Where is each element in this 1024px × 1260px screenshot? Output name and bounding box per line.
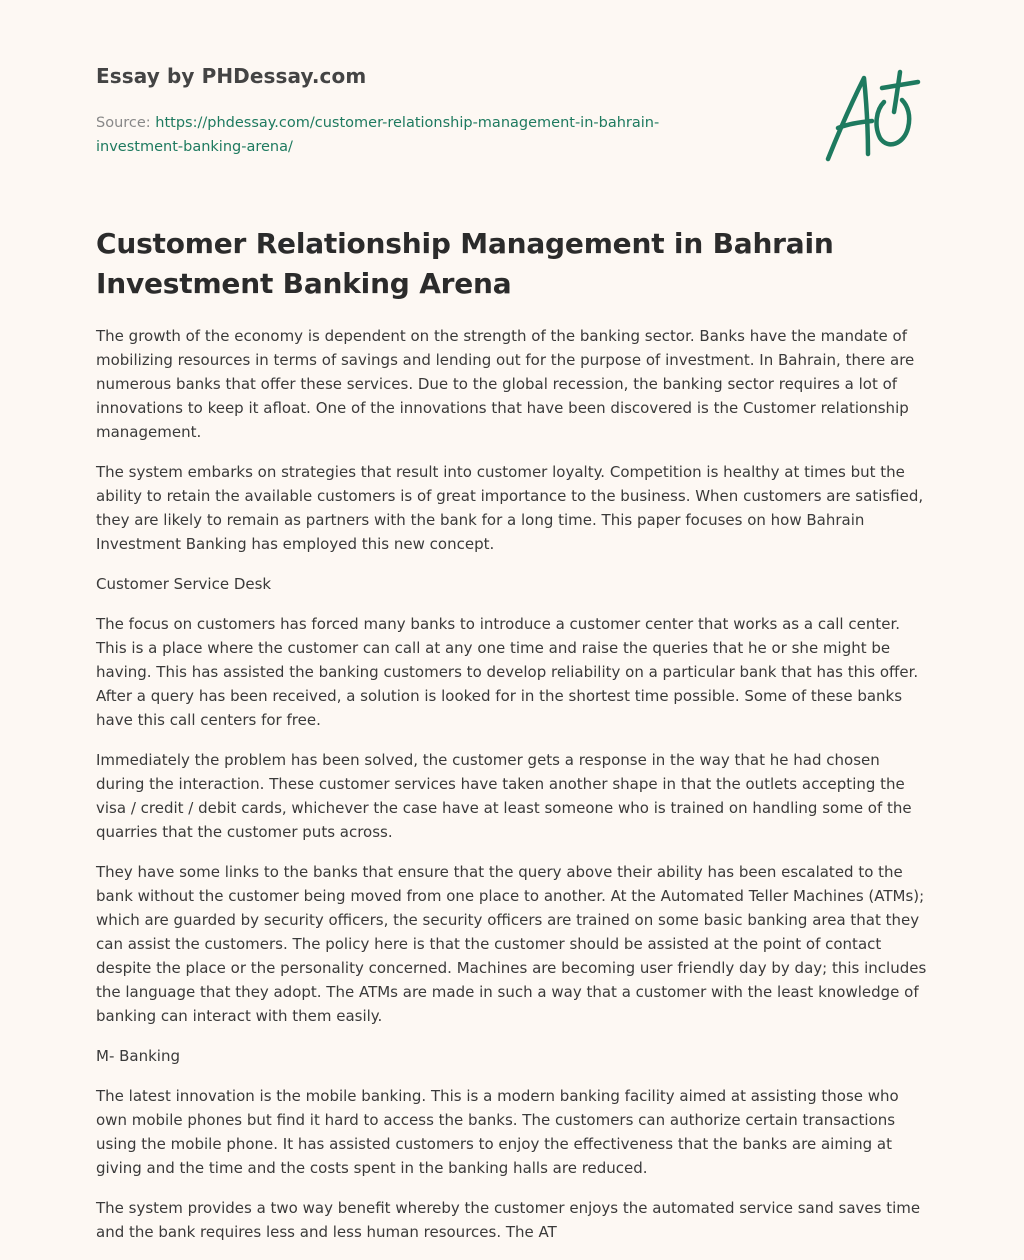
paragraph: The system embarks on strategies that result into customer loyalty. Competition is healthy at times but the ability to retain the available customers is of great importance to the business. When customers are satisfied, they are likely to remain as partners with the bank for a long time. This paper focuses on how Bahrain Investment Banking has employed this new concept. xyxy=(96,463,924,553)
source-label: Source: xyxy=(96,115,156,131)
page-header xyxy=(96,0,932,200)
paragraph: The growth of the economy is dependent on the strength of the banking sector. Banks have the mandate of mobilizing resources in terms of savings and lending out for the purpose of investment. In Bahrain, there are numerous banks that offer these services. Due to the global recession, the banking sector requires a lot of innovations to keep it afloat. One of the innovations that have been discovered is the Customer relationship management. xyxy=(96,327,915,441)
paragraph: They have some links to the banks that ensure that the query above their ability has been escalated to the bank without the customer being moved from one place to another. At the Automated Teller Machines (ATMs); which are guarded by security officers, the security officers are trained on some basic banking area that they can assist the customers. The policy here is that the customer should be assisted at the point of contact despite the place or the personality concerned. Machines are becoming user friendly day by day; this includes the language that they adopt. The ATMs are made in such a way that a customer with the least knowledge of banking can interact with them easily. xyxy=(96,863,927,1025)
site-brand: Essay by PHDessay.com xyxy=(96,64,367,88)
source-line xyxy=(96,111,716,159)
essay-title: Customer Relationship Management in Bahrain Investment Banking Arena xyxy=(96,227,834,300)
paragraph: Immediately the problem has been solved, the customer gets a response in the way that he had chosen during the interaction. These customer services have taken another shape in that the outlets accepting the visa / credit / debit cards, whichever the case have at least someone who is trained on handling some of the quarries that the customer puts across. xyxy=(96,751,912,841)
paragraph: The focus on customers has forced many banks to introduce a customer center that works as a call center. This is a place where the customer can call at any one time and raise the queries that he or she might be having. This has assisted the banking customers to develop reliability on a particular bank that has this offer. After a query has been received, a solution is looked for in the shortest time possible. Some of these banks have this call centers for free. xyxy=(96,615,919,729)
essay-body xyxy=(96,324,932,1260)
essay-page xyxy=(96,0,932,1241)
section-heading: M- Banking xyxy=(96,1047,180,1065)
a-plus-grade-icon xyxy=(818,64,930,168)
source-link[interactable]: https://phdessay.com/customer-relationship-management-in-bahrain-investment-banking-arena/ xyxy=(96,115,660,155)
paragraph: The latest innovation is the mobile banking. This is a modern banking facility aimed at assisting those who own mobile phones but find it hard to access the banks. The customers can authorize certain transactions using the mobile phone. It has assisted customers to enjoy the effectiveness that the banks are aiming at giving and the time and the costs spent in the banking halls are reduced. xyxy=(96,1087,899,1177)
paragraph: The system provides a two way benefit whereby the customer enjoys the automated service sand saves time and the bank requires less and less human resources. The AT xyxy=(96,1199,921,1241)
section-heading: Customer Service Desk xyxy=(96,575,272,593)
